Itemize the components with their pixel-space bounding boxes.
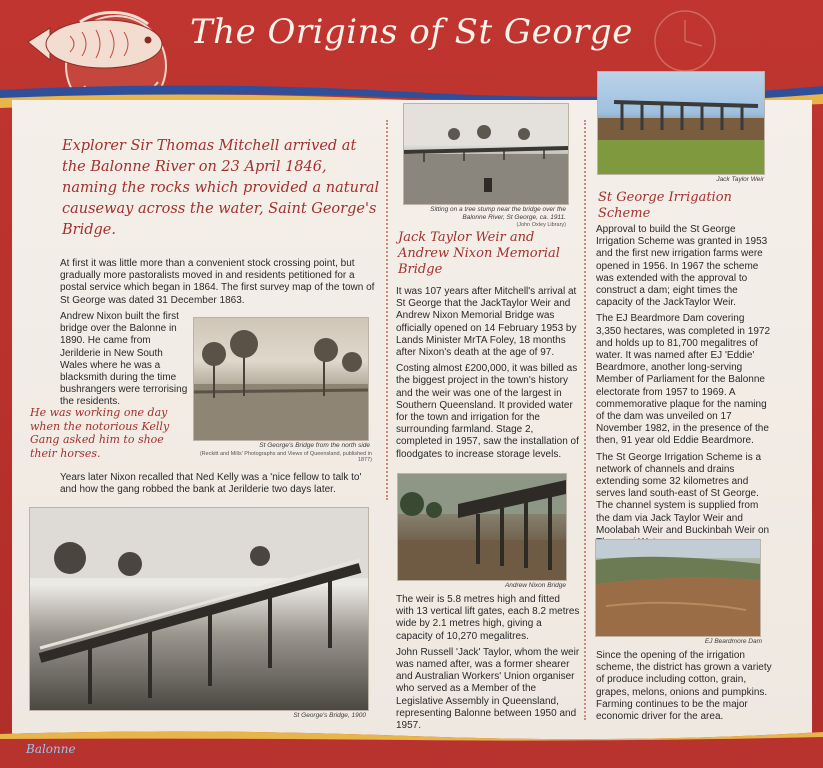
intro-paragraph-1: At first it was little more than a convenient stock crossing point, but gradually more pastoralists moved in and residents petitioned for a postal service which began in 1864. The first survey map of the town of St George was dated 31 December 1863. [60, 258, 375, 306]
intro-paragraph-3: Years later Nixon recalled that Ned Kelly was a 'nice fellow to talk to' and how the gang robbed the bank at Jerilderie two days later. [60, 472, 362, 496]
weir-heading: Jack Taylor Weir and Andrew Nixon Memorial Bridge [398, 230, 560, 277]
column-divider-left [386, 120, 388, 500]
intro-text-kelly [60, 472, 376, 500]
caption-tree-stump: Sitting on a tree stump near the bridge over the Balonne River, St George, ca. 1911. [430, 206, 566, 221]
intro-heading: Explorer Sir Thomas Mitchell arrived at the Balonne River on 23 April 1846, naming the rocks which provided a natural causeway across the water, Saint George's Bridge. [62, 138, 380, 238]
caption-beardmore-dam: EJ Beardmore Dam [704, 638, 762, 645]
irrigation-paragraph-4: Since the opening of the irrigation scheme, the district has grown a variety of produce including cotton, grain, grapes, melons, onions and pumpkins. Farming continues to be the major economic driver for the area. [596, 650, 772, 723]
weir-paragraph-2: Costing almost £200,000, it was billed as the biggest project in the town's history and the weir was one of the largest in Southern Queensland. It provided water for the town and irrigation for the surrounding farmland. Stage 2, completed in 1957, saw the installation of floodgates to increase storage levels. [396, 363, 579, 460]
photo-tree-stump [404, 104, 568, 204]
weir-illustration [598, 72, 764, 174]
weir-text [396, 286, 580, 465]
intro-text-nixon [60, 311, 188, 413]
photo-jack-taylor-weir [598, 72, 764, 174]
photo-beardmore-dam [596, 540, 760, 636]
tree-stump-illustration [404, 104, 568, 204]
irrigation-paragraph-3: The St George Irrigation Scheme is a network of channels and drains extending some 32 kilometres and serves land south-east of St George. The channel system is supplied from the dam via Jack Taylor Weir and Moolabah Weir and Buckinbah Weir on [596, 451, 770, 536]
credit-bridge-north: (Reckitt and Mills' Photographs and Views of Queensland, published in 1877) [199, 451, 372, 463]
kelly-quote: He was working one day when the notorious Kelly Gang asked him to shoe their horses. [30, 406, 170, 460]
bridge-1900-illustration [30, 508, 368, 710]
irrigation-paragraph-2: The EJ Beardmore Dam covering 3,350 hectares, was completed in 1972 and holds up to 81,700 megalitres of water. It was named after EJ 'Eddie' Beardmore, another long-serving Member of Parliament for the Balonne electorate from 1957 to 1969. A commemorative plaque for the naming of the dam was unveiled on 17 November 1982, in the presence of the then, 91 year old Eddie Beardmore. [596, 313, 770, 447]
irrigation-text [596, 224, 772, 553]
dam-illustration [596, 540, 760, 636]
photo-bridge-north-side [194, 318, 368, 440]
weir-paragraph-1: It was 107 years after Mitchell's arrival at St George that the JackTaylor Weir and Andrew Nixon Memorial Bridge was officially opened on 14 February 1953 by Lands Minister MrTA Foley, 18 months after Nixon's death at the age of 97. [396, 286, 577, 359]
weir-paragraph-3: The weir is 5.8 metres high and fitted with 13 vertical lift gates, each 8.2 metres wide by 2.1 metres high, giving a capacity of 10,270 megalitres. [396, 594, 580, 642]
column-divider-right [584, 120, 586, 720]
photo-andrew-nixon-bridge [398, 474, 566, 580]
caption-jack-taylor-weir: Jack Taylor Weir [716, 176, 764, 183]
footer-logo: Balonne [26, 742, 76, 756]
caption-bridge-north: St George's Bridge from the north side [259, 442, 370, 449]
photo-bridge-1900 [30, 508, 368, 710]
irrigation-text-2 [596, 650, 772, 727]
caption-nixon-bridge: Andrew Nixon Bridge [504, 582, 566, 589]
credit-tree-stump: (John Oxley Library) [516, 222, 566, 228]
footer-band [0, 728, 823, 768]
bridge-north-illustration [194, 318, 368, 440]
clock-icon [640, 6, 730, 76]
weir-text-2 [396, 594, 580, 736]
caption-bridge-1900: St George's Bridge, 1900 [293, 712, 366, 719]
irrigation-heading: St George Irrigation Scheme [598, 190, 732, 221]
intro-paragraph-2: Andrew Nixon built the first bridge over the Balonne in 1890. He came from Jerilderie in New South Wales where he was a blacksmith during the time bushrangers were terrorising the residents. [60, 311, 188, 408]
irrigation-paragraph-1: Approval to build the St George Irrigation Scheme was granted in 1953 and the first new irrigation farms were opened in 1956. In 1967 the scheme was extended with the approval to construct a dam; eight times the capacity of the JackTaylor Weir. [596, 224, 768, 309]
weir-paragraph-4: John Russell 'Jack' Taylor, whom the weir was named after, was a former shearer and Australian Workers' Union organiser who served as a Member of the Legislative Assembly in Queensland, representing Balonne between 1950 and 1957. [396, 646, 580, 732]
page-title: The Origins of St George [190, 12, 633, 52]
nixon-bridge-illustration [398, 474, 566, 580]
intro-text [60, 258, 376, 311]
